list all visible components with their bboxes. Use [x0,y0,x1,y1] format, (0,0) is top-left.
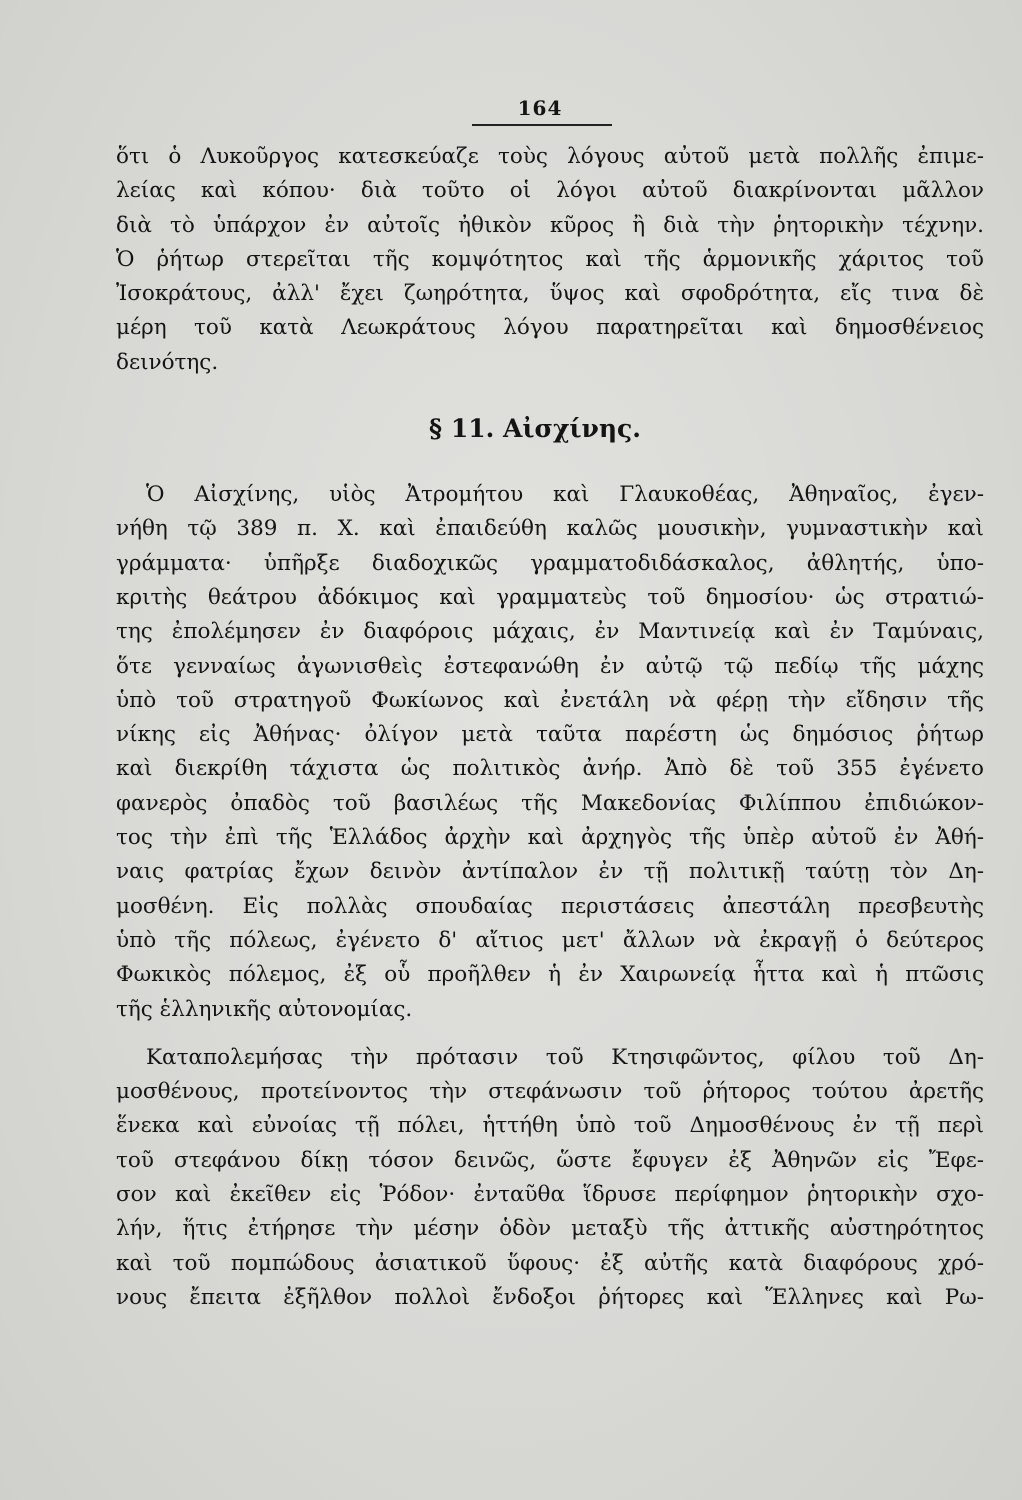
text-line: σον καὶ ἐκεῖθεν εἰς Ῥόδον· ἐνταῦθα ἵδρυσε περίφημον ῥητορικὴν σχο- [116,1182,984,1208]
text-line: ἕνεκα καὶ εὐνοίας τῇ πόλει, ἡττήθη ὑπὸ τοῦ Δημοσθένους ἐν τῇ περὶ [116,1113,984,1139]
text-line: φανερὸς ὀπαδὸς τοῦ βασιλέως τῆς Μακεδονίας Φιλίππου ἐπιδιώκον- [116,790,984,816]
text-line: κριτὴς θεάτρου ἀδόκιμος καὶ γραμματεὺς τοῦ δημοσίου· ὡς στρατιώ- [116,584,984,610]
text-line: τος τὴν ἐπὶ τῆς Ἑλλάδος ἀρχὴν καὶ ἀρχηγὸς τῆς ὑπὲρ αὐτοῦ ἐν Ἀθή- [116,825,984,851]
text-line: λείας καὶ κόπου· διὰ τοῦτο οἱ λόγοι αὐτοῦ διακρίνονται μᾶλλον [116,178,984,204]
page-number: 164 [517,96,563,120]
text-line: ὑπὸ τῆς πόλεως, ἐγένετο δ' αἴτιος μετ' ἄλλων νὰ ἐκραγῇ ὁ δεύτερος [116,927,984,953]
text-line: μέρη τοῦ κατὰ Λεωκράτους λόγου παρατηρεῖται καὶ δημοσθένειος [116,315,984,341]
text-line: καὶ τοῦ πομπώδους ἀσιατικοῦ ὕφους· ἐξ αὐτῆς κατὰ διαφόρους χρό- [116,1250,984,1276]
text-line: νους ἔπειτα ἐξῆλθον πολλοὶ ἔνδοξοι ῥήτορες καὶ Ἕλληνες καὶ Ρω- [116,1284,984,1310]
paragraph-aischines [116,478,984,1027]
page-number-rule [472,124,612,126]
section-heading: § 11. Αἰσχίνης. [429,414,641,444]
text-line: τοῦ στεφάνου δίκῃ τόσον δεινῶς, ὥστε ἔφυγεν ἐξ Ἀθηνῶν εἰς Ἔφε- [116,1147,984,1173]
text-line: Ἰσοκράτους, ἀλλ' ἔχει ζωηρότητα, ὕψος καὶ σφοδρότητα, εἴς τινα δὲ [116,281,984,307]
body-text [116,140,984,1315]
text-line: νίκης εἰς Ἀθήνας· ὀλίγον μετὰ ταῦτα παρέστη ὡς δημόσιος ῥήτωρ [116,722,984,748]
text-line: διὰ τὸ ὑπάρχον ἐν αὐτοῖς ἠθικὸν κῦρος ἢ διὰ τὴν ῥητορικὴν τέχνην. [116,212,984,238]
text-line: Καταπολεμήσας τὴν πρότασιν τοῦ Κτησιφῶντος, φίλου τοῦ Δη- [146,1044,984,1070]
text-line: καὶ διεκρίθη τάχιστα ὡς πολιτικὸς ἀνήρ. Ἀπὸ δὲ τοῦ 355 ἐγένετο [116,756,984,782]
text-line: ὅτι ὁ Λυκοῦργος κατεσκεύαζε τοὺς λόγους αὐτοῦ μετὰ πολλῆς ἐπιμε- [116,144,984,169]
paragraph-ktesiphon [116,1041,984,1315]
text-line: ναις φατρίας ἔχων δεινὸν ἀντίπαλον ἐν τῇ πολιτικῇ ταύτῃ τὸν Δη- [116,859,984,885]
text-line: Φωκικὸς πόλεμος, ἐξ οὗ προῆλθεν ἡ ἐν Χαιρωνείᾳ ἧττα καὶ ἡ πτῶσις [116,962,984,988]
text-line: νήθη τῷ 389 π. Χ. καὶ ἐπαιδεύθη καλῶς μουσικὴν, γυμναστικὴν καὶ [116,516,984,542]
text-line: μοσθένους, προτείνοντος τὴν στεφάνωσιν τοῦ ῥήτορος τούτου ἀρετῆς [116,1079,984,1105]
text-line: Ὁ Αἰσχίνης, υἱὸς Ἀτρομήτου καὶ Γλαυκοθέας, Ἀθηναῖος, ἐγεν- [146,482,984,508]
paragraph-lykourgos [116,140,984,380]
paragraph-gap [116,1027,984,1041]
text-line: δεινότης. [116,349,219,375]
text-line: τῆς ἑλληνικῆς αὐτονομίας. [116,996,413,1022]
text-line: ὑπὸ τοῦ στρατηγοῦ Φωκίωνος καὶ ἐνετάλη νὰ φέρῃ τὴν εἴδησιν τῆς [116,687,984,713]
text-line: λήν, ἥτις ἐτήρησε τὴν μέσην ὁδὸν μεταξὺ τῆς ἀττικῆς αὐστηρότητος [116,1216,984,1242]
text-line: ὅτε γενναίως ἀγωνισθεὶς ἐστεφανώθη ἐν αὐτῷ τῷ πεδίῳ τῆς μάχης [116,653,984,679]
text-line: μοσθένη. Εἰς πολλὰς σπουδαίας περιστάσεις ἀπεστάλη πρεσβευτὴς [116,893,984,919]
text-line: της ἐπολέμησεν ἐν διαφόροις μάχαις, ἐν Μαντινείᾳ καὶ ἐν Ταμύναις, [116,619,984,645]
text-line: γράμματα· ὑπῆρξε διαδοχικῶς γραμματοδιδάσκαλος, ἀθλητής, ὑπο- [116,550,984,576]
text-line: Ὁ ῥήτωρ στερεῖται τῆς κομψότητος καὶ τῆς ἁρμονικῆς χάριτος τοῦ [116,246,984,272]
